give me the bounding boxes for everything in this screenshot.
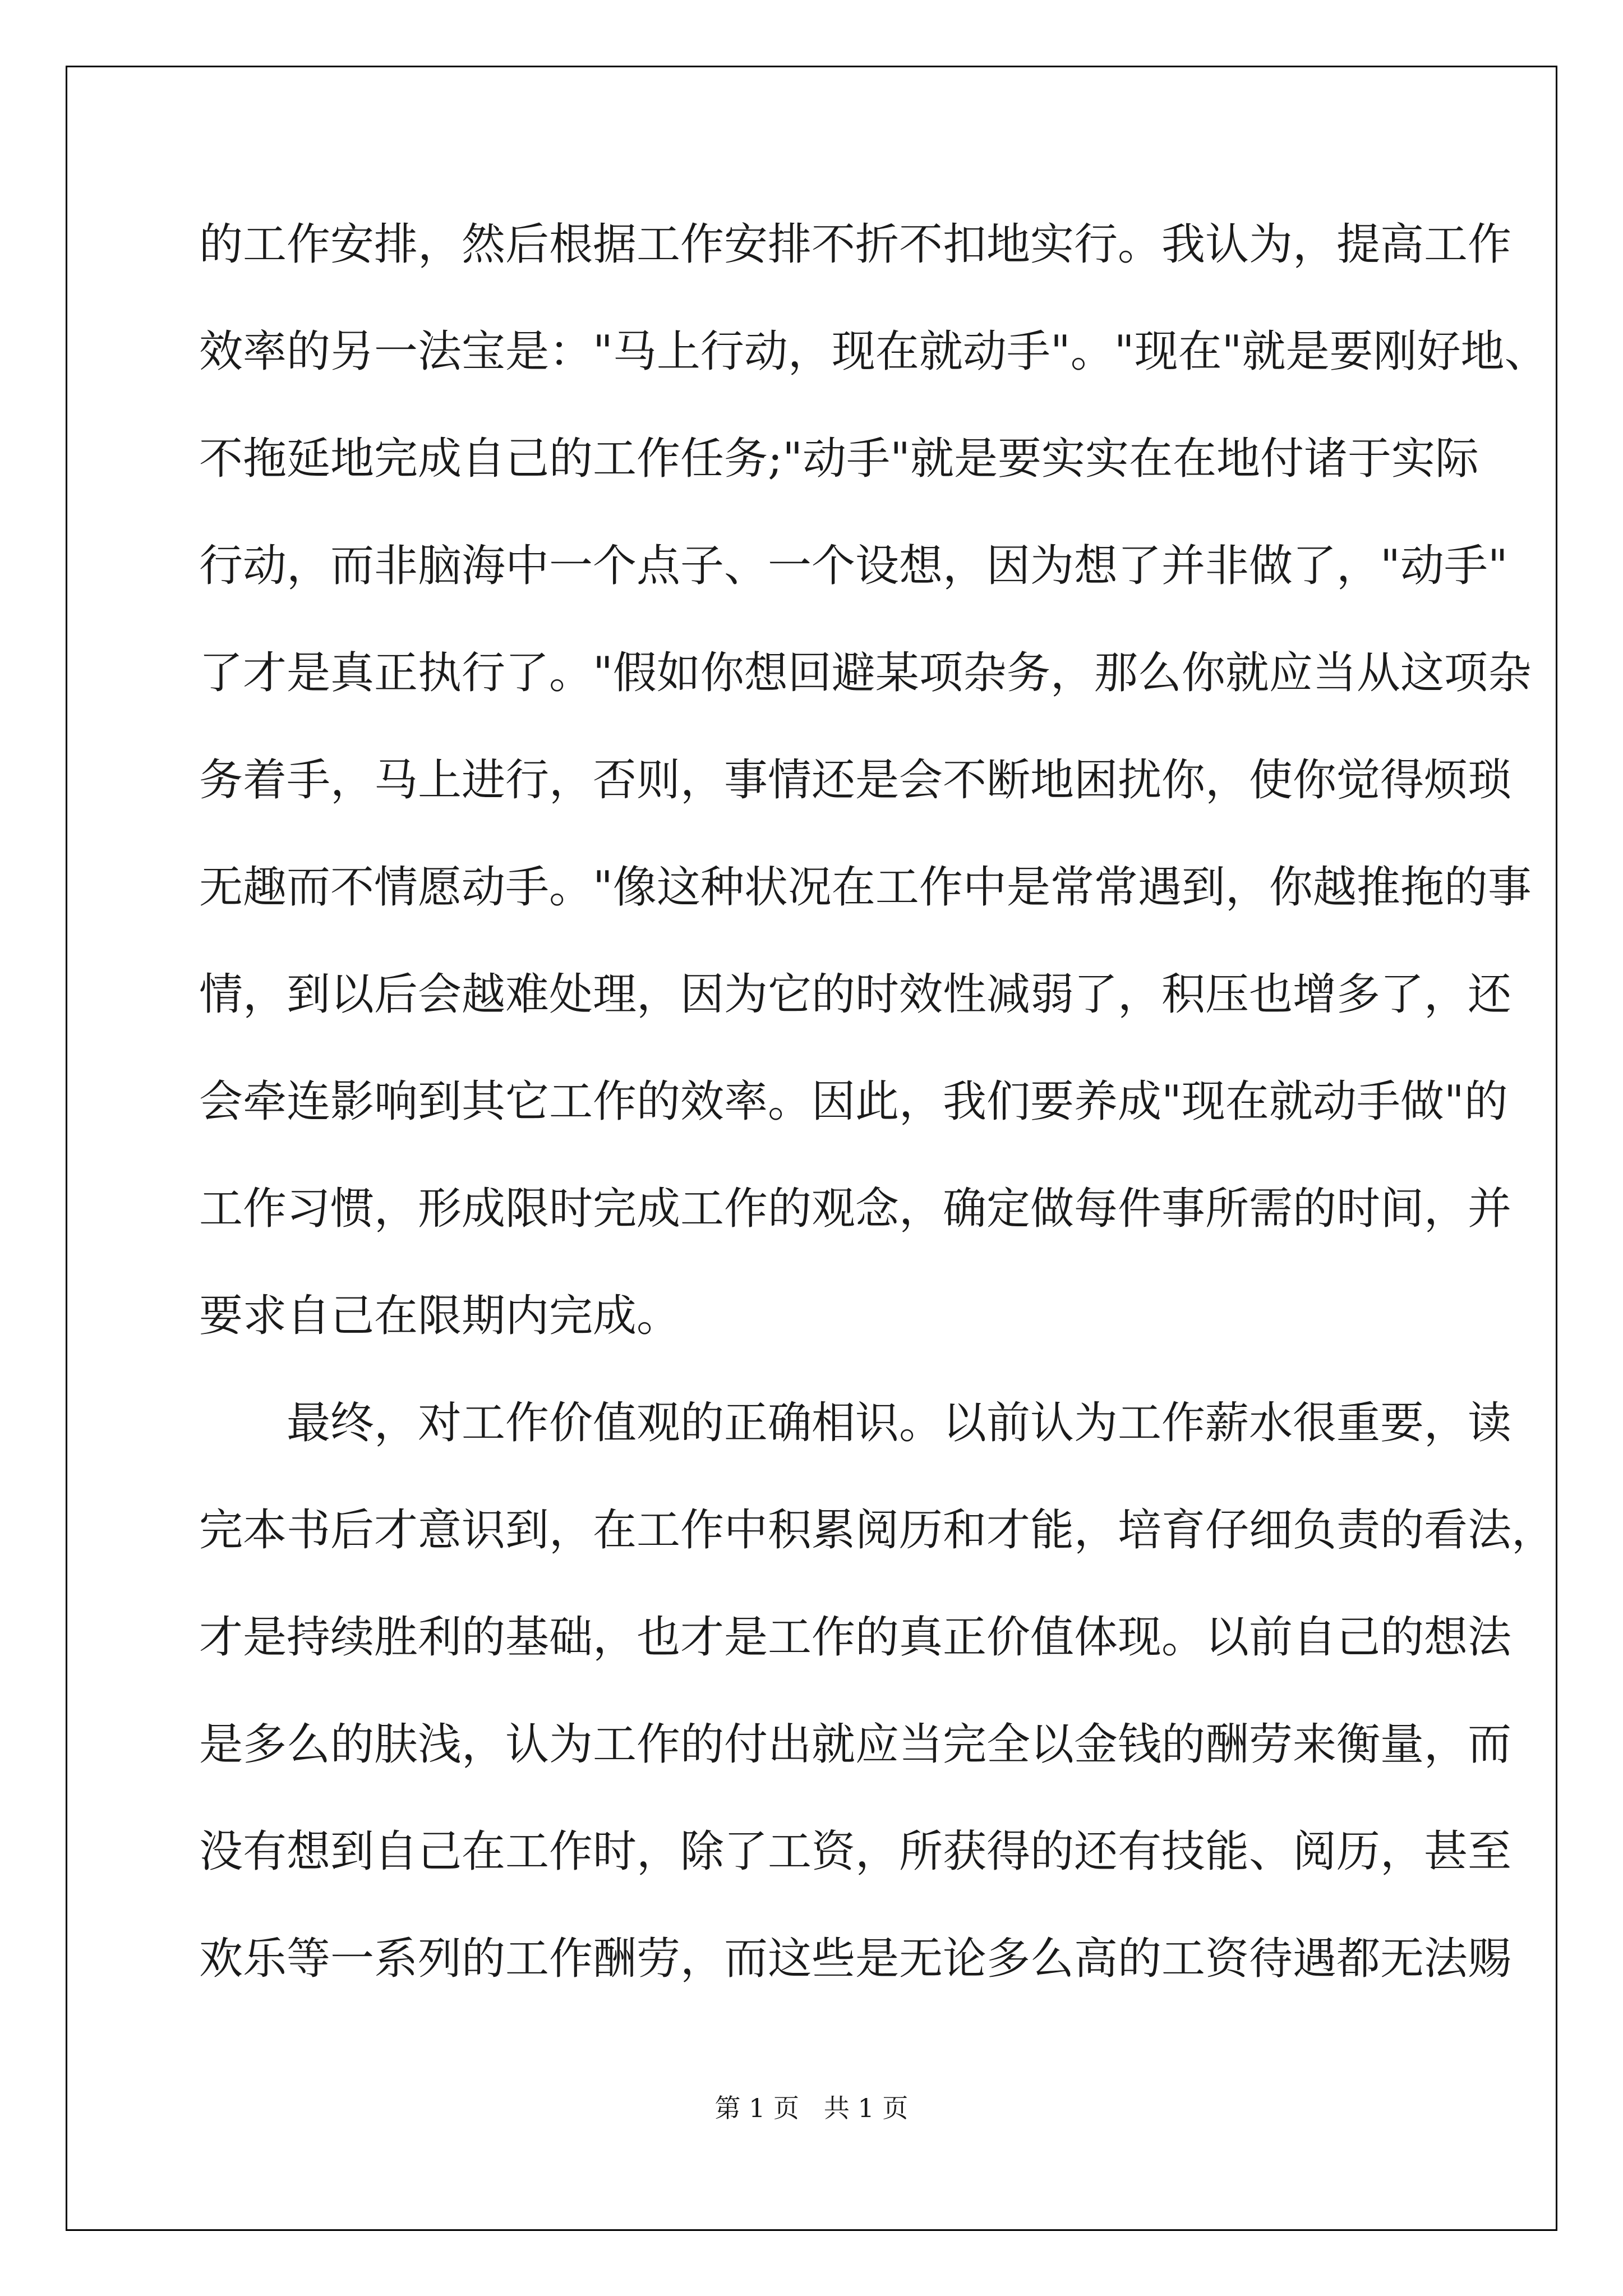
text-line: 了才是真正执行了。"假如你想回避某项杂务，那么你就应当从这项杂	[199, 648, 1532, 698]
text-line: 行动，而非脑海中一个点子、一个设想，因为想了并非做了，"动手"	[199, 541, 1508, 591]
text-line: 最终，对工作价值观的正确相识。以前认为工作薪水很重要，读	[287, 1398, 1512, 1448]
text-line: 完本书后才意识到，在工作中积累阅历和才能，培育仔细负责的看法，	[199, 1505, 1556, 1556]
text-line: 效率的另一法宝是："马上行动，现在就动手"。"现在"就是要刚好地、	[199, 326, 1548, 377]
text-line: 无趣而不情愿动手。"像这种状况在工作中是常常遇到，你越推拖的事	[199, 862, 1532, 913]
text-line: 务着手，马上进行，否则，事情还是会不断地困扰你，使你觉得烦琐	[199, 755, 1512, 806]
text-line: 没有想到自己在工作时，除了工资，所获得的还有技能、阅历，甚至	[199, 1826, 1512, 1877]
page-footer: 第 1 页 共 1 页	[714, 2093, 909, 2123]
text-line: 情，到以后会越难处理，因为它的时效性减弱了，积压也增多了，还	[199, 969, 1512, 1020]
text-line: 的工作安排，然后根据工作安排不折不扣地实行。我认为，提高工作	[199, 219, 1512, 270]
text-line: 是多么的肤浅，认为工作的付出就应当完全以金钱的酬劳来衡量，而	[199, 1719, 1512, 1770]
text-line: 才是持续胜利的基础，也才是工作的真正价值体现。以前自己的想法	[199, 1612, 1512, 1663]
text-line: 工作习惯，形成限时完成工作的观念，确定做每件事所需的时间，并	[199, 1184, 1512, 1234]
text-line: 欢乐等一系列的工作酬劳，而这些是无论多么高的工资待遇都无法赐	[199, 1934, 1512, 1984]
text-line: 会牵连影响到其它工作的效率。因此，我们要养成"现在就动手做"的	[199, 1076, 1508, 1127]
body-text	[199, 213, 1556, 2035]
text-line: 不拖延地完成自己的工作任务;"动手"就是要实实在在地付诸于实际	[199, 434, 1479, 484]
text-line: 要求自己在限期内完成。	[199, 1291, 681, 1341]
